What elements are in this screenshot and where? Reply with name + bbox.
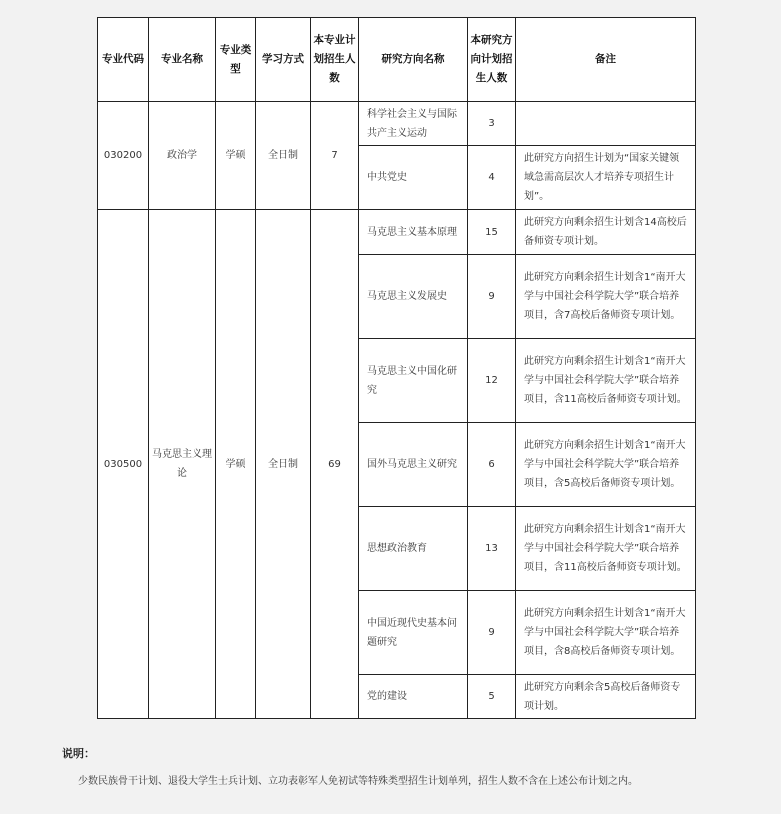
major-quota: 7 — [311, 102, 359, 210]
major-name: 政治学 — [149, 102, 216, 210]
direction-quota: 13 — [468, 507, 516, 591]
direction-name: 思想政治教育 — [359, 507, 468, 591]
direction-remark: 此研究方向剩余招生计划含1“南开大学与中国社会科学院大学”联合培养项目，含7高校后备师资专项计划。 — [516, 255, 696, 339]
direction-remark: 此研究方向剩余招生计划含14高校后备师资专项计划。 — [516, 210, 696, 255]
major-mode: 全日制 — [256, 102, 311, 210]
header-name: 专业名称 — [149, 18, 216, 102]
enrollment-plan-table — [97, 17, 696, 719]
header-direction: 研究方向名称 — [359, 18, 468, 102]
direction-remark: 此研究方向剩余招生计划含1“南开大学与中国社会科学院大学”联合培养项目，含11高校后备师资专项计划。 — [516, 339, 696, 423]
direction-name: 党的建设 — [359, 675, 468, 719]
direction-quota: 15 — [468, 210, 516, 255]
major-type: 学硕 — [216, 210, 256, 719]
header-mode: 学习方式 — [256, 18, 311, 102]
direction-remark: 此研究方向剩余招生计划含1“南开大学与中国社会科学院大学”联合培养项目，含11高校后备师资专项计划。 — [516, 507, 696, 591]
header-code: 专业代码 — [98, 18, 149, 102]
direction-remark — [516, 102, 696, 146]
direction-name: 科学社会主义与国际共产主义运动 — [359, 102, 468, 146]
notes-title: 说明： — [62, 747, 95, 760]
direction-quota: 4 — [468, 146, 516, 210]
major-type: 学硕 — [216, 102, 256, 210]
major-code: 030500 — [98, 210, 149, 719]
direction-name: 中共党史 — [359, 146, 468, 210]
header-quota: 本专业计划招生人数 — [311, 18, 359, 102]
direction-name: 中国近现代史基本问题研究 — [359, 591, 468, 675]
direction-quota: 3 — [468, 102, 516, 146]
direction-quota: 12 — [468, 339, 516, 423]
header-remark: 备注 — [516, 18, 696, 102]
direction-quota: 9 — [468, 255, 516, 339]
notes-text: 少数民族骨干计划、退役大学生士兵计划、立功表彰军人免初试等特殊类型招生计划单列，招生人数不含在上述公布计划之内。 — [78, 776, 638, 787]
direction-remark: 此研究方向剩余招生计划含1“南开大学与中国社会科学院大学”联合培养项目，含5高校后备师资专项计划。 — [516, 423, 696, 507]
direction-quota: 9 — [468, 591, 516, 675]
direction-remark: 此研究方向招生计划为“国家关键领域急需高层次人才培养专项招生计划”。 — [516, 146, 696, 210]
major-code: 030200 — [98, 102, 149, 210]
direction-remark: 此研究方向剩余招生计划含1“南开大学与中国社会科学院大学”联合培养项目，含8高校后备师资专项计划。 — [516, 591, 696, 675]
table-row — [98, 210, 696, 255]
table-row — [98, 102, 696, 146]
direction-quota: 6 — [468, 423, 516, 507]
direction-name: 马克思主义基本原理 — [359, 210, 468, 255]
direction-name: 国外马克思主义研究 — [359, 423, 468, 507]
major-quota: 69 — [311, 210, 359, 719]
table-header-row — [98, 18, 696, 102]
direction-name: 马克思主义中国化研究 — [359, 339, 468, 423]
direction-remark: 此研究方向剩余含5高校后备师资专项计划。 — [516, 675, 696, 719]
header-type: 专业类型 — [216, 18, 256, 102]
major-mode: 全日制 — [256, 210, 311, 719]
direction-quota: 5 — [468, 675, 516, 719]
major-name: 马克思主义理论 — [149, 210, 216, 719]
header-direction-quota: 本研究方向计划招生人数 — [468, 18, 516, 102]
direction-name: 马克思主义发展史 — [359, 255, 468, 339]
